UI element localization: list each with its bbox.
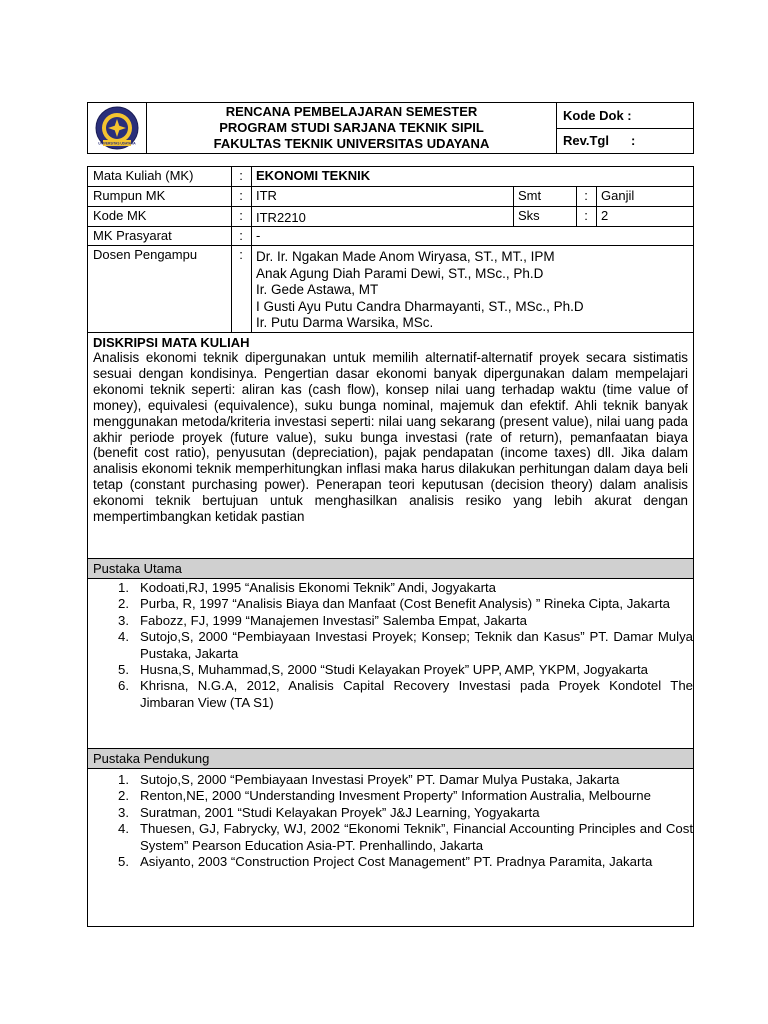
rev-tgl-label: Rev.Tgl <box>563 133 609 149</box>
smt-label: Smt <box>518 188 542 203</box>
list-number: 5. <box>118 854 129 870</box>
prasyarat-colon: : <box>239 228 243 243</box>
list-number: 6. <box>118 678 129 694</box>
kode-dok-row <box>557 103 693 128</box>
list-number: 2. <box>118 596 129 612</box>
description-text: Analisis ekonomi teknik dipergunakan untuk memilih alternatif-alternatif proyek secara sistimatis sesuai dengan kondisinya. Pengertian dasar ekonomi banyak dipergunakan dalam mempelajari ekonomi teknik seperti: aliran kas (cash flow), konsep nilai uang terhadap waktu (time value of money), equivalesi (equivalence), suku bunga nominal, majemuk dan efektif. Ahli teknik banyak menggunakan metoda/kriteria investasi seperti: nilai uang sekarang (present value), nilai uang pada akhir periode proyek (future value), suku bunga investasi (rate of return), pemanfaatan biaya (benefit cost ratio), penyusutan (depreciation), pajak pendapatan (income taxes) dll. Jika dalam analisis ekonomi teknik memperhitungkan inflasi maka harus dilakukan perhitungan dalam daya beli tetap (constant purchasing power). Penerapan teori keputusan (decision theory) dalam analisis ekonomi teknik bertujuan untuk menghasilkan analisis resiko yang lebih akurat dengan mempertimbangkan ketidak pastian <box>93 350 688 525</box>
kode-colon: : <box>239 208 243 223</box>
dosen-item: I Gusti Ayu Putu Candra Dharmayanti, ST., MSc., Ph.D <box>256 298 584 314</box>
course-table <box>87 166 694 927</box>
reference-text: Sutojo,S, 2000 “Pembiayaan Investasi Proyek; Konsep; Teknik dan Kasus” PT. Damar Mulya Pustaka, Jakarta <box>140 629 693 661</box>
list-number: 1. <box>118 772 129 787</box>
dosen-item: Anak Agung Diah Parami Dewi, ST., MSc., Ph.D <box>256 265 544 281</box>
kode-dok-label: Kode Dok : <box>563 107 632 123</box>
dosen-list <box>251 246 693 332</box>
list-item <box>110 613 693 629</box>
document-title <box>147 103 557 153</box>
pustaka-utama-heading: Pustaka Utama <box>88 559 693 579</box>
dosen-item: Ir. Gede Astawa, MT <box>256 282 379 298</box>
prasyarat-label: MK Prasyarat <box>93 228 172 243</box>
mk-colon: : <box>239 168 243 183</box>
pustaka-utama-list <box>88 580 693 711</box>
prasyarat-row <box>88 227 693 246</box>
pustaka-pendukung-heading: Pustaka Pendukung <box>88 749 693 769</box>
title-line-3: FAKULTAS TEKNIK UNIVERSITAS UDAYANA <box>213 136 490 151</box>
list-number: 4. <box>118 821 129 837</box>
dosen-item: Ir. Putu Darma Warsika, MSc. <box>256 315 434 331</box>
list-item <box>110 805 693 821</box>
list-item <box>110 629 693 662</box>
list-number: 2. <box>118 788 129 804</box>
sks-colon: : <box>584 208 588 223</box>
dosen-label: Dosen Pengampu <box>93 247 198 262</box>
list-item <box>110 580 693 596</box>
list-item <box>110 788 693 804</box>
pustaka-pendukung-section <box>88 769 693 926</box>
list-number: 5. <box>118 662 129 678</box>
dosen-colon: : <box>239 247 243 262</box>
list-item <box>110 678 693 711</box>
sks-label: Sks <box>518 208 540 223</box>
dosen-item: Dr. Ir. Ngakan Made Anom Wiryasa, ST., MT., IPM <box>256 249 555 264</box>
reference-text: Purba, R, 1997 “Analisis Biaya dan Manfaat (Cost Benefit Analysis) ” Rineka Cipta, Jakarta <box>140 596 670 612</box>
rumpun-value: ITR <box>256 188 277 203</box>
reference-text: Fabozz, FJ, 1999 “Manajemen Investasi” Salemba Empat, Jakarta <box>140 612 528 628</box>
university-logo-icon <box>95 106 139 150</box>
rumpun-row <box>88 187 693 207</box>
rumpun-label: Rumpun MK <box>93 188 166 203</box>
logo-cell <box>88 103 147 153</box>
reference-text: Sutojo,S, 2000 “Pembiayaan Investasi Proyek” PT. Damar Mulya Pustaka, Jakarta <box>140 772 620 787</box>
kode-value: ITR2210 <box>256 210 306 225</box>
sks-value: 2 <box>601 208 609 223</box>
document-header <box>87 102 694 154</box>
smt-value: Ganjil <box>601 188 635 203</box>
pustaka-pendukung-list <box>88 772 693 870</box>
kode-label: Kode MK <box>93 208 147 223</box>
smt-colon: : <box>584 188 588 203</box>
rumpun-colon: : <box>239 188 243 203</box>
title-line-2: PROGRAM STUDI SARJANA TEKNIK SIPIL <box>219 120 484 135</box>
reference-text: Kodoati,RJ, 1995 “Analisis Ekonomi Teknik” Andi, Jogyakarta <box>140 580 497 595</box>
prasyarat-value: - <box>256 228 261 243</box>
mk-row <box>88 167 693 187</box>
logo-caption: UNIVERSITAS UDAYANA <box>98 141 136 146</box>
list-item <box>110 662 693 678</box>
rev-tgl-colon: : <box>631 133 636 149</box>
list-number: 3. <box>118 612 129 628</box>
title-line-1: RENCANA PEMBELAJARAN SEMESTER <box>225 104 478 119</box>
reference-text: Suratman, 2001 “Studi Kelayakan Proyek” J&J Learning, Yogyakarta <box>140 804 540 820</box>
reference-text: Renton,NE, 2000 “Understanding Invesment Property” Information Australia, Melbourne <box>140 788 651 804</box>
dosen-row <box>88 246 693 333</box>
list-item <box>110 772 693 788</box>
list-item <box>110 854 693 870</box>
description-title: DISKRIPSI MATA KULIAH <box>93 335 250 350</box>
description-section <box>88 333 693 559</box>
reference-text: Thuesen, GJ, Fabrycky, WJ, 2002 “Ekonomi Teknik”, Financial Accounting Principles and Cost System” Pearson Education Asia-PT. Prenhallindo, Jakarta <box>140 821 693 853</box>
list-item <box>110 596 693 612</box>
reference-text: Khrisna, N.G.A, 2012, Analisis Capital Recovery Investasi pada Proyek Kondotel The Jimbaran View (TA S1) <box>140 678 693 710</box>
pustaka-utama-section <box>88 579 693 749</box>
mk-label: Mata Kuliah (MK) <box>93 168 194 183</box>
kode-row <box>88 207 693 227</box>
list-item <box>110 821 693 854</box>
document-code-cell <box>557 103 693 153</box>
list-number: 4. <box>118 629 129 645</box>
list-number: 1. <box>118 580 129 595</box>
list-number: 3. <box>118 804 129 820</box>
mk-value: EKONOMI TEKNIK <box>256 168 371 183</box>
rev-tgl-row <box>557 128 693 154</box>
reference-text: Asiyanto, 2003 “Construction Project Cost Management” PT. Pradnya Paramita, Jakarta <box>140 854 653 870</box>
reference-text: Husna,S, Muhammad,S, 2000 “Studi Kelayakan Proyek” UPP, AMP, YKPM, Jogyakarta <box>140 662 648 678</box>
